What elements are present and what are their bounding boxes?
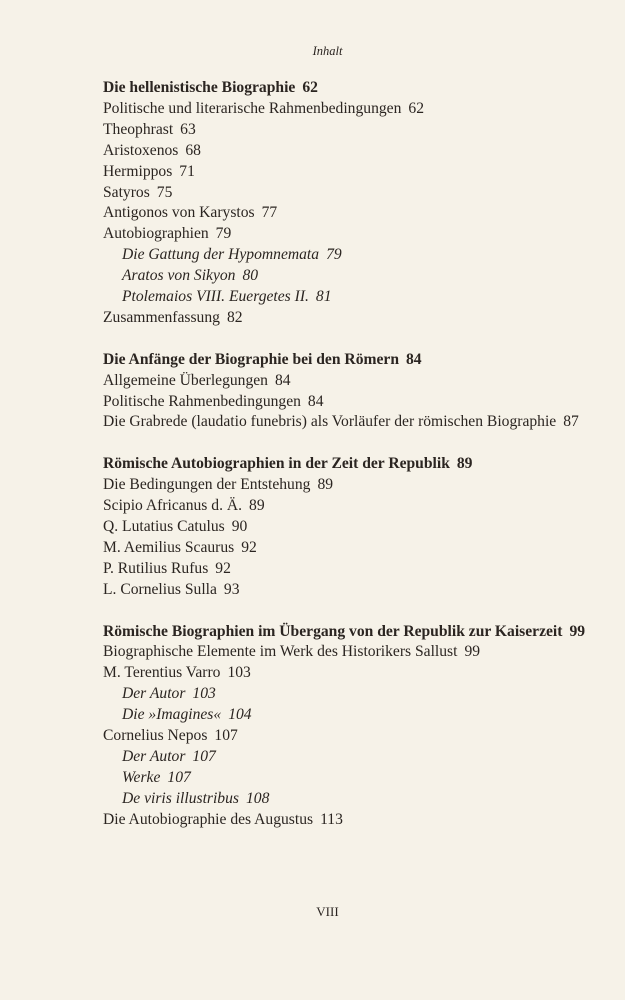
entry-title: Aratos von Sikyon <box>122 267 236 285</box>
toc-chapter-heading <box>103 350 618 371</box>
toc-subentry <box>103 789 618 810</box>
page-number: VIII <box>316 904 339 919</box>
entry-page-number: 79 <box>215 225 232 243</box>
toc-entry <box>103 308 618 329</box>
toc-entry <box>103 371 618 392</box>
entry-page-number: 103 <box>227 664 251 682</box>
toc-entry <box>103 496 618 517</box>
entry-page-number: 103 <box>192 685 216 703</box>
toc-entry <box>103 559 618 580</box>
toc-entry <box>103 538 618 559</box>
toc-section <box>103 78 618 329</box>
entry-page-number: 87 <box>563 413 579 431</box>
entry-page-number: 89 <box>317 476 334 494</box>
entry-page-number: 92 <box>241 538 257 556</box>
entry-page-number: 80 <box>242 267 259 285</box>
entry-title: Autobiographien <box>103 225 209 243</box>
toc-entry <box>103 183 618 204</box>
entry-page-number: 84 <box>274 371 291 389</box>
entry-page-number: 63 <box>180 120 196 138</box>
toc-entry <box>103 663 618 684</box>
entry-title: Hermippos <box>103 162 173 180</box>
entry-page-number: 108 <box>245 789 270 807</box>
entry-page-number: 104 <box>228 706 252 724</box>
entry-title: Die Gattung der Hypomnemata <box>122 246 320 264</box>
entry-page-number: 90 <box>231 518 248 535</box>
toc-section <box>103 454 618 600</box>
entry-title: Biographische Elemente im Werk des Historikers Sallust <box>103 643 458 661</box>
entry-title: Theophrast <box>103 120 174 138</box>
toc-entry <box>103 392 618 413</box>
entry-page-number: 99 <box>464 643 481 661</box>
toc-subentry <box>103 245 618 266</box>
toc-entry <box>103 642 618 663</box>
toc-entry <box>103 203 618 224</box>
entry-page-number: 107 <box>214 727 238 745</box>
toc-chapter-heading <box>103 454 618 475</box>
entry-page-number: 84 <box>406 350 422 368</box>
toc-subentry <box>103 684 618 705</box>
entry-page-number: 75 <box>156 183 173 201</box>
toc-entry <box>103 224 618 245</box>
entry-page-number: 71 <box>179 162 195 180</box>
entry-title: Q. Lutatius Catulus <box>103 518 225 535</box>
entry-title: Die hellenistische Biographie <box>103 79 296 96</box>
entry-title: Werke <box>122 768 161 786</box>
toc-entry <box>103 141 618 162</box>
toc-entry <box>103 120 618 141</box>
toc-entry <box>103 517 618 538</box>
toc-section <box>103 622 618 831</box>
toc-entry <box>103 726 618 747</box>
toc-chapter-heading <box>103 622 618 643</box>
entry-title: Römische Autobiographien in der Zeit der Republik <box>103 455 450 473</box>
entry-page-number: 79 <box>326 246 342 264</box>
toc-section <box>103 350 618 434</box>
entry-page-number: 81 <box>315 288 332 306</box>
entry-title: Cornelius Nepos <box>103 727 208 745</box>
table-of-contents <box>103 78 618 851</box>
running-head: Inhalt <box>312 44 343 58</box>
toc-subentry <box>103 747 618 768</box>
toc-entry <box>103 99 618 120</box>
entry-page-number: 99 <box>569 622 586 640</box>
toc-entry <box>103 810 618 831</box>
toc-entry <box>103 580 618 601</box>
entry-page-number: 107 <box>192 747 216 765</box>
entry-page-number: 89 <box>456 455 473 473</box>
entry-page-number: 92 <box>215 559 231 577</box>
entry-title: P. Rutilius Rufus <box>103 559 209 577</box>
entry-title: Die Grabrede (laudatio funebris) als Vorläufer der römischen Biographie <box>103 413 557 431</box>
entry-title: Allgemeine Überlegungen <box>103 371 268 389</box>
entry-page-number: 62 <box>408 99 424 117</box>
entry-title: Zusammenfassung <box>103 308 220 326</box>
entry-title: L. Cornelius Sulla <box>103 580 217 598</box>
entry-page-number: 77 <box>261 204 278 222</box>
entry-page-number: 82 <box>226 308 243 326</box>
entry-title: Ptolemaios VIII. Euergetes II. <box>122 288 309 306</box>
toc-subentry <box>103 768 618 789</box>
toc-subentry <box>103 705 618 726</box>
entry-page-number: 93 <box>223 580 240 598</box>
toc-entry <box>103 475 618 496</box>
toc-chapter-heading <box>103 78 618 99</box>
entry-title: Römische Biographien im Übergang von der Republik zur Kaiserzeit <box>103 622 563 640</box>
entry-title: Politische und literarische Rahmenbedingungen <box>103 99 402 117</box>
entry-title: Die Bedingungen der Entstehung <box>103 476 311 494</box>
toc-subentry <box>103 287 618 308</box>
toc-subentry <box>103 266 618 287</box>
entry-page-number: 68 <box>185 141 201 159</box>
entry-page-number: 84 <box>307 392 324 410</box>
entry-title: Der Autor <box>122 747 186 765</box>
entry-title: Satyros <box>103 183 150 201</box>
entry-page-number: 107 <box>167 768 191 786</box>
entry-title: Antigonos von Karystos <box>103 204 255 222</box>
entry-title: Aristoxenos <box>103 141 179 159</box>
entry-title: De viris illustribus <box>122 789 239 807</box>
toc-entry <box>103 412 618 433</box>
entry-title: Die »Imagines« <box>122 706 222 724</box>
entry-page-number: 89 <box>249 497 265 515</box>
entry-title: Politische Rahmenbedingungen <box>103 392 301 410</box>
entry-title: Die Anfänge der Biographie bei den Römern <box>103 350 399 368</box>
entry-title: M. Terentius Varro <box>103 664 221 682</box>
entry-title: Scipio Africanus d. Ä. <box>103 497 243 515</box>
entry-title: M. Aemilius Scaurus <box>103 538 235 556</box>
entry-title: Der Autor <box>122 685 186 703</box>
entry-title: Die Autobiographie des Augustus <box>103 810 314 828</box>
toc-entry <box>103 162 618 183</box>
entry-page-number: 62 <box>302 79 318 96</box>
entry-page-number: 113 <box>320 810 343 828</box>
